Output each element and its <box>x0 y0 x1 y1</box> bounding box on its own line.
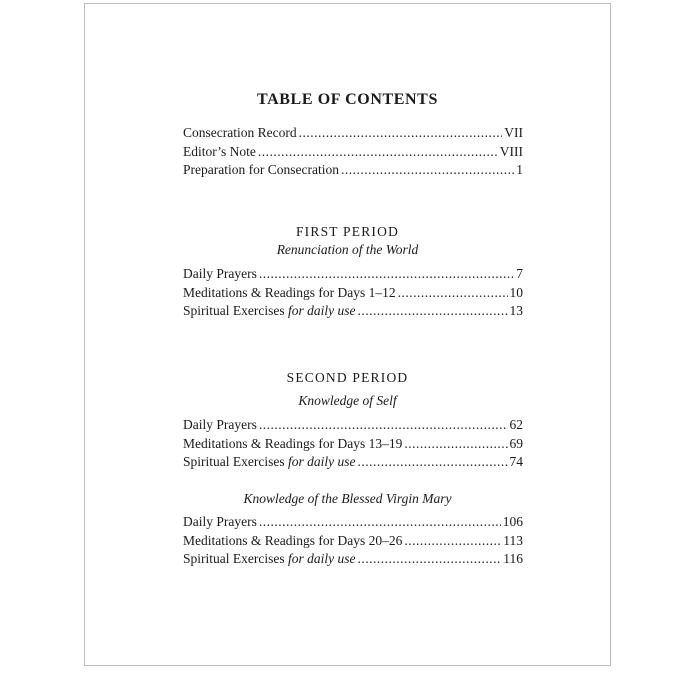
toc-entry-label: Meditations & Readings for Days 20–26 <box>183 532 403 548</box>
toc-entry-page: 62 <box>509 417 523 432</box>
leader-dots <box>258 144 498 160</box>
toc-entry-page: 7 <box>516 266 523 281</box>
leader-dots <box>357 303 507 319</box>
toc-entry <box>183 144 523 163</box>
blessed-virgin-list <box>183 514 523 570</box>
leader-dots <box>259 514 501 530</box>
toc-entry-label: Spiritual Exercises <box>183 303 288 319</box>
first-period-heading: FIRST PERIOD <box>295 224 400 239</box>
toc-entry <box>183 454 523 473</box>
toc-entry-page: 1 <box>516 162 523 178</box>
toc-entry-label: Meditations & Readings for Days 13–19 <box>183 435 403 451</box>
toc-entry-page: VII <box>504 125 523 140</box>
toc-entry-label-italic: for daily use <box>287 454 356 470</box>
toc-entry <box>183 417 523 436</box>
toc-entry <box>183 285 523 304</box>
first-period-subtitle: Renunciation of the World <box>276 242 419 257</box>
toc-entry-label: Daily Prayers <box>183 417 257 432</box>
toc-entry <box>183 551 523 570</box>
toc-entry-page: 13 <box>509 303 523 319</box>
toc-entry-label: Daily Prayers <box>183 266 257 281</box>
toc-entry-label: Spiritual Exercises <box>183 551 288 567</box>
toc-entry <box>183 436 523 455</box>
leader-dots <box>404 533 501 549</box>
toc-entry-page: 74 <box>509 454 523 470</box>
leader-dots <box>341 162 514 178</box>
toc-entry-label: Daily Prayers <box>183 514 257 529</box>
second-period-heading: SECOND PERIOD <box>286 370 409 385</box>
toc-entry <box>183 533 523 552</box>
toc-entry-page: 116 <box>503 551 523 567</box>
toc-entry-label: Meditations & Readings for Days 1–12 <box>183 284 396 300</box>
leader-dots <box>299 125 503 141</box>
toc-entry <box>183 266 523 285</box>
front-matter-list <box>183 125 523 181</box>
toc-entry-label-italic: for daily use <box>287 303 356 319</box>
toc-entry-label: Spiritual Exercises <box>183 454 288 470</box>
toc-entry <box>183 125 523 144</box>
leader-dots <box>357 551 501 567</box>
first-period-list <box>183 266 523 322</box>
toc-entry-label-italic: for daily use <box>287 551 356 567</box>
toc-entry <box>183 162 523 181</box>
leader-dots <box>259 266 514 282</box>
book-page <box>84 3 611 666</box>
toc-entry-label: Consecration Record <box>183 125 297 140</box>
toc-entry-page: 106 <box>502 514 523 529</box>
toc-entry <box>183 303 523 322</box>
leader-dots <box>259 417 508 433</box>
toc-entry <box>183 514 523 533</box>
second-period-list <box>183 417 523 473</box>
toc-entry-page: VIII <box>499 143 523 159</box>
leader-dots <box>404 436 507 452</box>
toc-entry-page: 69 <box>509 435 523 451</box>
second-period-subtitle: Knowledge of Self <box>298 393 397 408</box>
leader-dots <box>398 285 508 301</box>
toc-entry-page: 113 <box>503 532 523 548</box>
blessed-virgin-subtitle: Knowledge of the Blessed Virgin Mary <box>243 491 452 506</box>
toc-entry-label: Preparation for Consecration <box>183 162 339 178</box>
toc-title: TABLE OF CONTENTS <box>257 91 438 108</box>
toc-entry-label: Editor’s Note <box>183 143 256 159</box>
leader-dots <box>357 454 507 470</box>
toc-entry-page: 10 <box>509 284 523 300</box>
